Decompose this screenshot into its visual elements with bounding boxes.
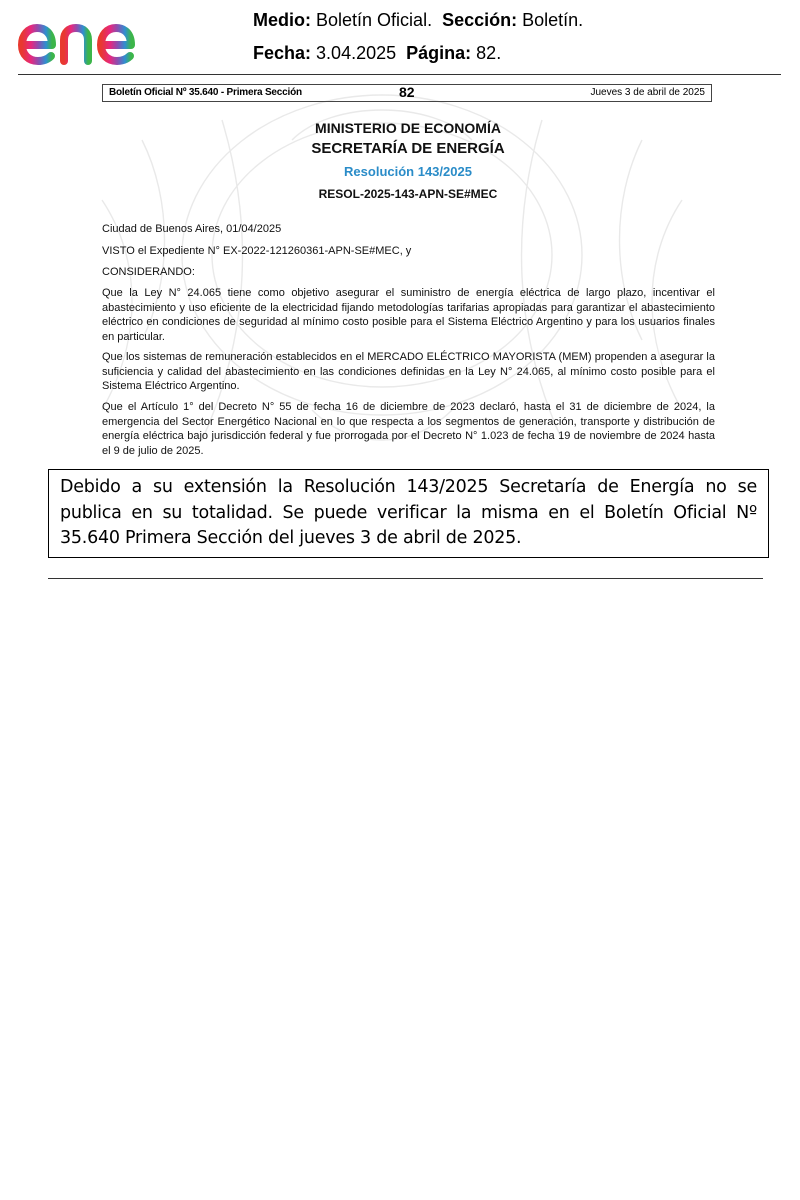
- seccion-label: Sección:: [442, 10, 518, 30]
- boletin-clipping: [82, 80, 722, 462]
- meta-row-medio: [253, 9, 583, 31]
- footer-divider: [48, 578, 763, 579]
- boletin-edition: Boletín Oficial Nº 35.640 - Primera Sección: [109, 87, 302, 98]
- boletin-date: Jueves 3 de abril de 2025: [590, 87, 705, 98]
- header-divider: [18, 74, 781, 75]
- boletin-page-header: [102, 84, 712, 102]
- considerando-paragraph: Que los sistemas de remuneración establecidos en el MERCADO ELÉCTRICO MAYORISTA (MEM) propenden a asegurar la suficiencia y calidad del abastecimiento en las condiciones definidas en la Ley N° 24.065, al mínimo costo posible para el Sistema Eléctrico Argentino.: [102, 351, 715, 392]
- pagina-label: Página:: [406, 43, 472, 63]
- seccion-value: Boletín.: [522, 10, 584, 30]
- medio-value: Boletín Oficial.: [316, 10, 433, 30]
- visto-line: VISTO el Expediente N° EX-2022-121260361-APN-SE#MEC, y: [102, 245, 412, 257]
- meta-row-fecha: [253, 42, 501, 64]
- resolucion-title: Resolución 143/2025: [344, 164, 472, 179]
- enel-logo-icon: [16, 8, 172, 70]
- ministerio-heading: MINISTERIO DE ECONOMÍA: [315, 120, 501, 136]
- medio-label: Medio:: [253, 10, 311, 30]
- fecha-label: Fecha:: [253, 43, 312, 63]
- pagina-value: 82.: [476, 43, 502, 63]
- secretaria-heading: SECRETARÍA DE ENERGÍA: [311, 140, 505, 157]
- boletin-page-number: 82: [399, 84, 415, 100]
- ciudad-fecha: Ciudad de Buenos Aires, 01/04/2025: [102, 223, 282, 235]
- considerando-paragraph: Que el Artículo 1° del Decreto N° 55 de fecha 16 de diciembre de 2023 declaró, hasta el 31 de diciembre de 2024, la emergencia del Sector Energético Nacional en lo que respecta a los segmentos de generación, transporte y distribución de energía eléctrica bajo jurisdicción federal y fue prorrogada por el Decreto N° 1.023 de fecha 19 de noviembre de 2024 hasta el 9 de julio de 2025.: [102, 401, 715, 457]
- resolucion-code: RESOL-2025-143-APN-SE#MEC: [318, 187, 498, 201]
- fecha-value: 3.04.2025: [316, 43, 397, 63]
- considerando-label: CONSIDERANDO:: [102, 266, 195, 278]
- considerando-paragraph: Que la Ley N° 24.065 tiene como objetivo asegurar el suministro de energía eléctrica de largo plazo, incentivar el abastecimiento y uso eficiente de la electricidad fijando metodologías tarifarias apropiadas para garantizar el abastecimiento eléctrico en condiciones de seguridad al mínimo costo posible para el Sistema Eléctrico Argentino y para los usuarios finales en particular.: [102, 287, 715, 343]
- publication-notice: Debido a su extensión la Resolución 143/2025 Secretaría de Energía no se publica en su totalidad. Se puede verificar la misma en el Boletín Oficial Nº 35.640 Primera Sección del jueves 3 de abril de 2025.: [48, 469, 769, 558]
